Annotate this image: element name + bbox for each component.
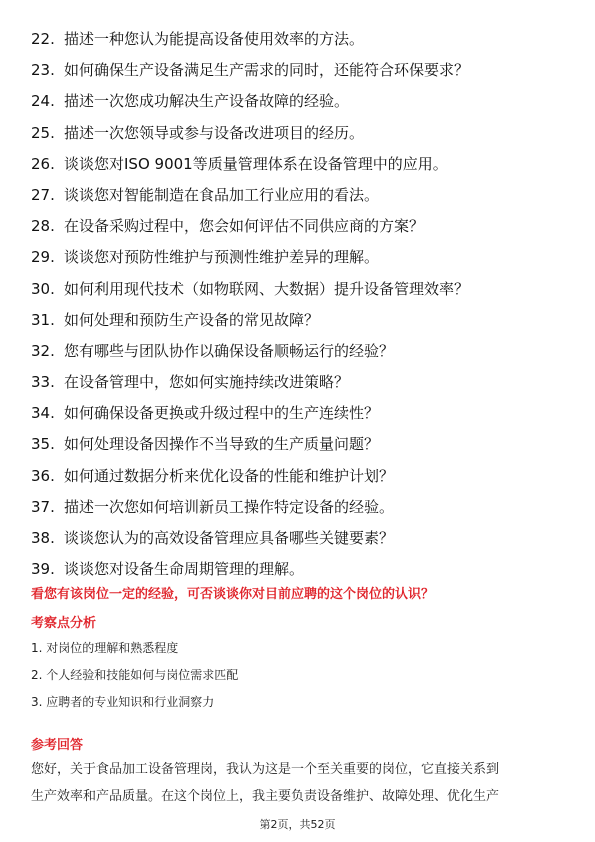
question-number: 36. <box>31 466 55 485</box>
question-text: 如何处理和预防生产设备的常见故障？ <box>64 310 320 329</box>
analysis-item: 3. 应聘者的专业知识和行业洞察力 <box>31 695 215 709</box>
question-text: 谈谈您对ISO 9001等质量管理体系在设备管理中的应用。 <box>64 154 448 173</box>
question-number: 39. <box>31 560 55 579</box>
question-number: 24. <box>31 92 55 111</box>
answer-paragraph <box>31 756 573 810</box>
question-text: 描述一次您如何培训新员工操作特定设备的经验。 <box>64 497 395 516</box>
question-text: 描述一种您认为能提高设备使用效率的方法。 <box>64 30 365 48</box>
question-item <box>31 149 571 180</box>
question-number: 32. <box>31 341 55 360</box>
question-number: 31. <box>31 310 55 329</box>
question-number: 38. <box>31 529 55 547</box>
question-number: 25. <box>31 123 55 142</box>
analysis-list <box>31 640 571 721</box>
question-item <box>31 523 571 554</box>
analysis-heading: 考察点分析 <box>31 616 97 631</box>
answer-line: 您好，关于食品加工设备管理岗，我认为这是一个至关重要的岗位，它直接关系到 <box>31 762 500 777</box>
question-number: 23. <box>31 61 55 80</box>
question-text: 在设备管理中，您如何实施持续改进策略？ <box>64 373 350 392</box>
question-text: 如何确保生产设备满足生产需求的同时，还能符合环保要求？ <box>64 61 470 80</box>
question-number: 27. <box>31 185 55 204</box>
question-number: 34. <box>31 404 55 423</box>
question-item <box>31 55 571 86</box>
question-number: 26. <box>31 154 55 173</box>
question-number: 35. <box>31 435 55 454</box>
question-item <box>31 24 571 55</box>
question-number: 29. <box>31 248 55 267</box>
question-text: 描述一次您成功解决生产设备故障的经验。 <box>64 92 350 111</box>
question-text: 如何通过数据分析来优化设备的性能和维护计划？ <box>64 466 395 485</box>
question-item <box>31 336 571 367</box>
question-item <box>31 429 571 460</box>
question-text: 如何处理设备因操作不当导致的生产质量问题？ <box>64 435 380 454</box>
analysis-item: 1. 对岗位的理解和熟悉程度 <box>31 641 179 655</box>
answer-line: 生产效率和产品质量。在这个岗位上，我主要负责设备维护、故障处理、优化生产 <box>31 789 500 804</box>
interview-prompt: 看您有该岗位一定的经验，可否谈谈你对目前应聘的这个岗位的认识？ <box>31 587 435 602</box>
question-number: 30. <box>31 279 55 298</box>
question-item <box>31 86 571 117</box>
question-text: 在设备采购过程中，您会如何评估不同供应商的方案？ <box>64 217 425 236</box>
question-item <box>31 274 571 305</box>
question-text: 如何利用现代技术（如物联网、大数据）提升设备管理效率？ <box>64 279 470 298</box>
question-list <box>31 24 571 585</box>
question-text: 谈谈您对智能制造在食品加工行业应用的看法。 <box>64 185 380 204</box>
question-item <box>31 305 571 336</box>
question-item <box>31 492 571 523</box>
question-number: 22. <box>31 30 55 48</box>
question-number: 28. <box>31 217 55 236</box>
question-item <box>31 118 571 149</box>
analysis-item: 2. 个人经验和技能如何与岗位需求匹配 <box>31 668 239 682</box>
question-item <box>31 367 571 398</box>
question-text: 谈谈您对设备生命周期管理的理解。 <box>64 560 305 579</box>
answer-heading: 参考回答 <box>31 738 84 753</box>
question-item <box>31 398 571 429</box>
question-item <box>31 242 571 273</box>
question-item <box>31 211 571 242</box>
question-item <box>31 554 571 585</box>
question-text: 您有哪些与团队协作以确保设备顺畅运行的经验？ <box>64 341 395 360</box>
question-number: 37. <box>31 497 55 516</box>
question-item <box>31 180 571 211</box>
question-number: 33. <box>31 373 55 392</box>
question-text: 描述一次您领导或参与设备改进项目的经历。 <box>64 123 365 142</box>
question-item <box>31 461 571 492</box>
question-text: 谈谈您认为的高效设备管理应具备哪些关键要素？ <box>64 529 395 547</box>
question-text: 谈谈您对预防性维护与预测性维护差异的理解。 <box>64 248 380 267</box>
page-footer: 第2页，共52页 <box>259 818 336 831</box>
question-text: 如何确保设备更换或升级过程中的生产连续性？ <box>64 404 380 423</box>
